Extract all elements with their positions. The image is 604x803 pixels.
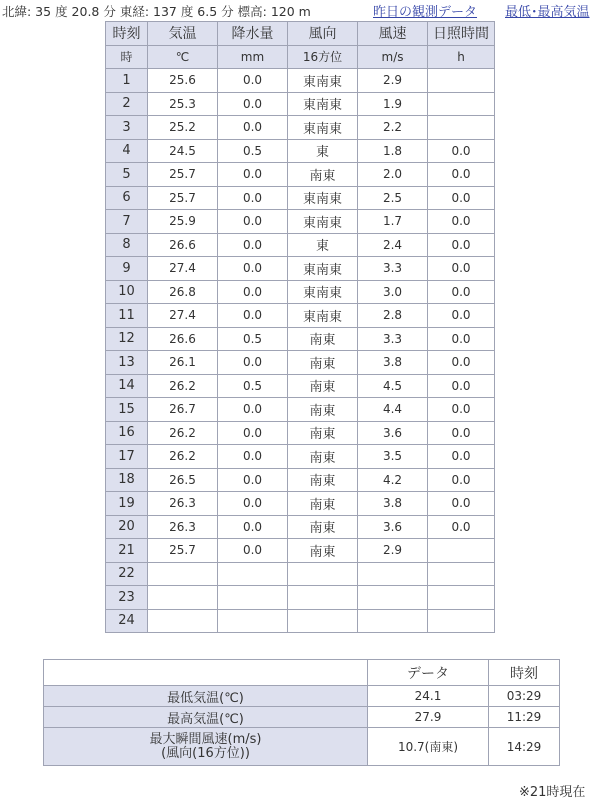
min-temp-label: 最低気温(℃) [44, 686, 368, 707]
table-row [106, 69, 495, 93]
table-row [106, 163, 495, 187]
table-row [106, 186, 495, 210]
unit-wind-dir: 16方位 [288, 45, 358, 69]
unit-precip: mm [218, 45, 288, 69]
temp-cell [148, 586, 218, 610]
wind-dir-cell: 東南東 [288, 186, 358, 210]
hour-cell: 7 [106, 210, 148, 234]
sunshine-cell: 0.0 [428, 139, 495, 163]
table-row [106, 257, 495, 281]
hour-cell: 6 [106, 186, 148, 210]
hour-cell: 3 [106, 116, 148, 140]
wind-dir-cell: 南東 [288, 374, 358, 398]
wind-speed-cell: 2.9 [358, 69, 428, 93]
wind-speed-cell: 3.0 [358, 280, 428, 304]
precip-cell: 0.0 [218, 492, 288, 516]
table-row [106, 92, 495, 116]
unit-temp: ℃ [148, 45, 218, 69]
sunshine-cell: 0.0 [428, 210, 495, 234]
wind-speed-cell: 3.5 [358, 445, 428, 469]
wind-speed-cell: 1.7 [358, 210, 428, 234]
wind-dir-cell: 南東 [288, 163, 358, 187]
precip-cell: 0.0 [218, 421, 288, 445]
hourly-observation-table [105, 21, 495, 633]
min-temp-time: 03:29 [489, 686, 560, 707]
sunshine-cell [428, 92, 495, 116]
hour-cell: 20 [106, 515, 148, 539]
temp-cell [148, 562, 218, 586]
summary-header-row [44, 660, 560, 686]
precip-cell: 0.0 [218, 69, 288, 93]
wind-speed-cell: 3.6 [358, 515, 428, 539]
wind-dir-cell: 東南東 [288, 116, 358, 140]
sunshine-cell: 0.0 [428, 163, 495, 187]
sunshine-cell: 0.0 [428, 398, 495, 422]
sunshine-cell: 0.0 [428, 468, 495, 492]
sunshine-cell: 0.0 [428, 374, 495, 398]
wind-dir-cell: 南東 [288, 492, 358, 516]
wind-dir-cell: 南東 [288, 515, 358, 539]
table-row [106, 351, 495, 375]
wind-speed-cell: 3.3 [358, 327, 428, 351]
temp-cell: 26.1 [148, 351, 218, 375]
precip-cell: 0.0 [218, 233, 288, 257]
table-row [106, 280, 495, 304]
hour-cell: 22 [106, 562, 148, 586]
wind-speed-cell: 4.4 [358, 398, 428, 422]
wind-speed-cell: 2.0 [358, 163, 428, 187]
precip-cell [218, 586, 288, 610]
wind-dir-cell: 南東 [288, 468, 358, 492]
hour-cell: 16 [106, 421, 148, 445]
hour-cell: 8 [106, 233, 148, 257]
wind-dir-cell [288, 562, 358, 586]
temp-cell: 26.2 [148, 421, 218, 445]
hour-cell: 4 [106, 139, 148, 163]
precip-cell: 0.0 [218, 468, 288, 492]
max-temp-value: 27.9 [368, 707, 489, 728]
hour-cell: 21 [106, 539, 148, 563]
daily-summary-table [43, 659, 560, 766]
precip-cell: 0.0 [218, 163, 288, 187]
temp-cell [148, 609, 218, 633]
wind-speed-cell [358, 586, 428, 610]
hour-cell: 15 [106, 398, 148, 422]
summary-header-time: 時刻 [489, 660, 560, 686]
wind-dir-cell: 東南東 [288, 92, 358, 116]
hour-cell: 5 [106, 163, 148, 187]
wind-dir-cell: 南東 [288, 539, 358, 563]
table-row [106, 116, 495, 140]
header-wind-dir: 風向 [288, 22, 358, 46]
precip-cell: 0.5 [218, 327, 288, 351]
wind-speed-cell: 1.8 [358, 139, 428, 163]
precip-cell: 0.0 [218, 280, 288, 304]
wind-dir-cell [288, 609, 358, 633]
min-temp-value: 24.1 [368, 686, 489, 707]
wind-speed-cell: 2.8 [358, 304, 428, 328]
sunshine-cell: 0.0 [428, 351, 495, 375]
wind-speed-cell: 3.6 [358, 421, 428, 445]
temp-cell: 27.4 [148, 304, 218, 328]
precip-cell: 0.0 [218, 351, 288, 375]
max-gust-label [44, 728, 368, 766]
precip-cell: 0.0 [218, 257, 288, 281]
temp-cell: 26.2 [148, 374, 218, 398]
temp-cell: 26.5 [148, 468, 218, 492]
hour-cell: 11 [106, 304, 148, 328]
wind-dir-cell: 東 [288, 139, 358, 163]
wind-dir-cell: 東南東 [288, 257, 358, 281]
precip-cell: 0.0 [218, 92, 288, 116]
as-of-note: ※21時現在 [519, 785, 586, 800]
sunshine-cell: 0.0 [428, 445, 495, 469]
wind-speed-cell: 4.2 [358, 468, 428, 492]
header-sunshine: 日照時間 [428, 22, 495, 46]
header-precip: 降水量 [218, 22, 288, 46]
precip-cell: 0.5 [218, 139, 288, 163]
wind-speed-cell: 3.3 [358, 257, 428, 281]
temp-cell: 24.5 [148, 139, 218, 163]
max-gust-value: 10.7(南東) [368, 728, 489, 766]
temp-cell: 27.4 [148, 257, 218, 281]
temp-cell: 25.9 [148, 210, 218, 234]
table-row [106, 445, 495, 469]
wind-speed-cell: 4.5 [358, 374, 428, 398]
max-temp-row [44, 707, 560, 728]
hour-cell: 10 [106, 280, 148, 304]
wind-speed-cell: 3.8 [358, 351, 428, 375]
hour-cell: 9 [106, 257, 148, 281]
wind-dir-cell: 東南東 [288, 304, 358, 328]
precip-cell: 0.5 [218, 374, 288, 398]
min-max-temp-link[interactable]: 最低･最高気温 [505, 5, 590, 20]
temp-cell: 25.7 [148, 539, 218, 563]
sunshine-cell [428, 69, 495, 93]
wind-speed-cell [358, 609, 428, 633]
header-row [106, 22, 495, 46]
hourly-body [106, 69, 495, 633]
precip-cell: 0.0 [218, 186, 288, 210]
temp-cell: 26.6 [148, 327, 218, 351]
table-row [106, 139, 495, 163]
wind-dir-cell: 東南東 [288, 69, 358, 93]
wind-dir-cell: 東 [288, 233, 358, 257]
sunshine-cell [428, 609, 495, 633]
sunshine-cell: 0.0 [428, 257, 495, 281]
station-location: 北緯: 35 度 20.8 分 東経: 137 度 6.5 分 標高: 120 m [2, 4, 311, 19]
unit-row [106, 45, 495, 69]
precip-cell: 0.0 [218, 116, 288, 140]
sunshine-cell: 0.0 [428, 421, 495, 445]
summary-header-blank [44, 660, 368, 686]
top-bar [0, 0, 604, 20]
header-temp: 気温 [148, 22, 218, 46]
hour-cell: 14 [106, 374, 148, 398]
sunshine-cell: 0.0 [428, 233, 495, 257]
unit-sunshine: h [428, 45, 495, 69]
max-temp-label: 最高気温(℃) [44, 707, 368, 728]
sunshine-cell: 0.0 [428, 186, 495, 210]
precip-cell: 0.0 [218, 445, 288, 469]
table-row [106, 539, 495, 563]
wind-speed-cell: 2.9 [358, 539, 428, 563]
temp-cell: 25.7 [148, 186, 218, 210]
temp-cell: 26.2 [148, 445, 218, 469]
temp-cell: 25.7 [148, 163, 218, 187]
unit-hour: 時 [106, 45, 148, 69]
table-row [106, 210, 495, 234]
sunshine-cell: 0.0 [428, 304, 495, 328]
temp-cell: 26.6 [148, 233, 218, 257]
precip-cell: 0.0 [218, 515, 288, 539]
max-temp-time: 11:29 [489, 707, 560, 728]
yesterday-data-link[interactable]: 昨日の観測データ [373, 5, 478, 20]
table-row [106, 562, 495, 586]
precip-cell: 0.0 [218, 539, 288, 563]
header-wind-speed: 風速 [358, 22, 428, 46]
precip-cell [218, 562, 288, 586]
temp-cell: 26.3 [148, 515, 218, 539]
sunshine-cell [428, 562, 495, 586]
table-row [106, 398, 495, 422]
table-row [106, 586, 495, 610]
table-row [106, 233, 495, 257]
precip-cell: 0.0 [218, 210, 288, 234]
temp-cell: 26.3 [148, 492, 218, 516]
table-row [106, 421, 495, 445]
hour-cell: 17 [106, 445, 148, 469]
precip-cell: 0.0 [218, 304, 288, 328]
hour-cell: 12 [106, 327, 148, 351]
temp-cell: 25.6 [148, 69, 218, 93]
table-row [106, 468, 495, 492]
wind-dir-cell: 東南東 [288, 280, 358, 304]
temp-cell: 25.2 [148, 116, 218, 140]
max-gust-label-line1: 最大瞬間風速(m/s) [149, 731, 262, 747]
min-temp-row [44, 686, 560, 707]
temp-cell: 26.8 [148, 280, 218, 304]
temp-cell: 25.3 [148, 92, 218, 116]
header-hour: 時刻 [106, 22, 148, 46]
table-row [106, 515, 495, 539]
table-row [106, 304, 495, 328]
wind-dir-cell: 南東 [288, 351, 358, 375]
hour-cell: 24 [106, 609, 148, 633]
hour-cell: 2 [106, 92, 148, 116]
hour-cell: 18 [106, 468, 148, 492]
sunshine-cell: 0.0 [428, 492, 495, 516]
wind-dir-cell: 東南東 [288, 210, 358, 234]
max-gust-label-line2: (風向(16方位)) [161, 745, 250, 761]
hour-cell: 23 [106, 586, 148, 610]
precip-cell [218, 609, 288, 633]
table-row [106, 492, 495, 516]
wind-speed-cell: 3.8 [358, 492, 428, 516]
table-row [106, 609, 495, 633]
sunshine-cell [428, 116, 495, 140]
unit-wind-speed: m/s [358, 45, 428, 69]
wind-speed-cell: 2.5 [358, 186, 428, 210]
hour-cell: 1 [106, 69, 148, 93]
sunshine-cell: 0.0 [428, 327, 495, 351]
hour-cell: 19 [106, 492, 148, 516]
wind-dir-cell: 南東 [288, 421, 358, 445]
wind-dir-cell [288, 586, 358, 610]
sunshine-cell [428, 539, 495, 563]
table-row [106, 327, 495, 351]
max-gust-time: 14:29 [489, 728, 560, 766]
wind-speed-cell: 2.4 [358, 233, 428, 257]
max-gust-row [44, 728, 560, 766]
wind-speed-cell: 1.9 [358, 92, 428, 116]
sunshine-cell: 0.0 [428, 280, 495, 304]
wind-dir-cell: 南東 [288, 445, 358, 469]
precip-cell: 0.0 [218, 398, 288, 422]
wind-dir-cell: 南東 [288, 398, 358, 422]
wind-speed-cell [358, 562, 428, 586]
summary-header-data: データ [368, 660, 489, 686]
temp-cell: 26.7 [148, 398, 218, 422]
wind-speed-cell: 2.2 [358, 116, 428, 140]
table-row [106, 374, 495, 398]
wind-dir-cell: 南東 [288, 327, 358, 351]
sunshine-cell [428, 586, 495, 610]
sunshine-cell: 0.0 [428, 515, 495, 539]
hour-cell: 13 [106, 351, 148, 375]
